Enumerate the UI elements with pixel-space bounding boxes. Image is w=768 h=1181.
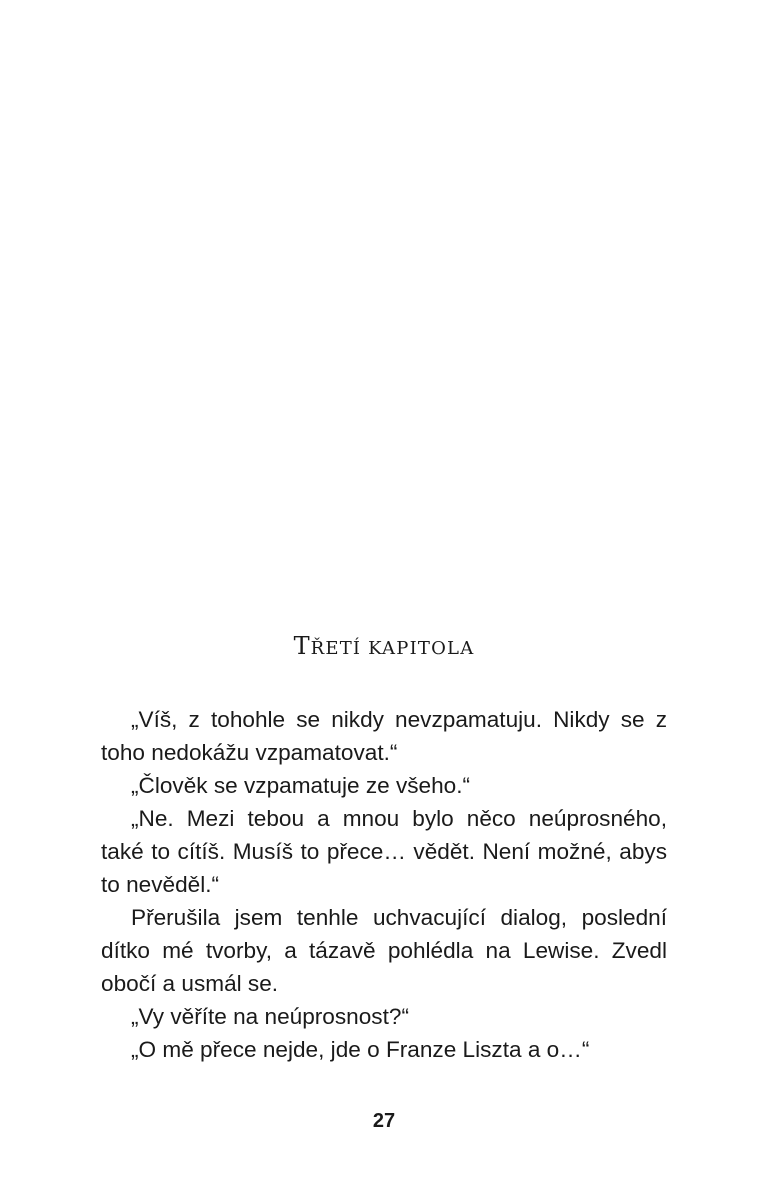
chapter-title: [0, 632, 768, 660]
chapter-title-initial: T: [293, 632, 311, 660]
paragraph: Přerušila jsem tenhle uchvacující dialog, poslední dítko mé tvorby, a tázavě pohlédla na Lewise. Zvedl obočí a usmál se.: [101, 905, 667, 996]
paragraph: „Vy věříte na neúprosnost?“: [131, 1004, 409, 1029]
page-number: 27: [372, 1110, 396, 1132]
paragraph: „Člověk se vzpamatuje ze všeho.“: [131, 773, 471, 798]
paragraph: „Víš, z tohohle se nikdy nevzpamatuju. Nikdy se z toho nedokážu vzpamatovat.“: [101, 707, 667, 765]
chapter-body: [101, 703, 667, 1066]
paragraph: „O mě přece nejde, jde o Franze Liszta a o…“: [131, 1037, 590, 1062]
chapter-title-rest: ŘETÍ KAPITOLA: [310, 638, 475, 659]
paragraph: „Ne. Mezi tebou a mnou bylo něco neúprosného, také to cítíš. Musíš to přece… vědět. Není možné, abys to nevěděl.“: [101, 806, 667, 897]
